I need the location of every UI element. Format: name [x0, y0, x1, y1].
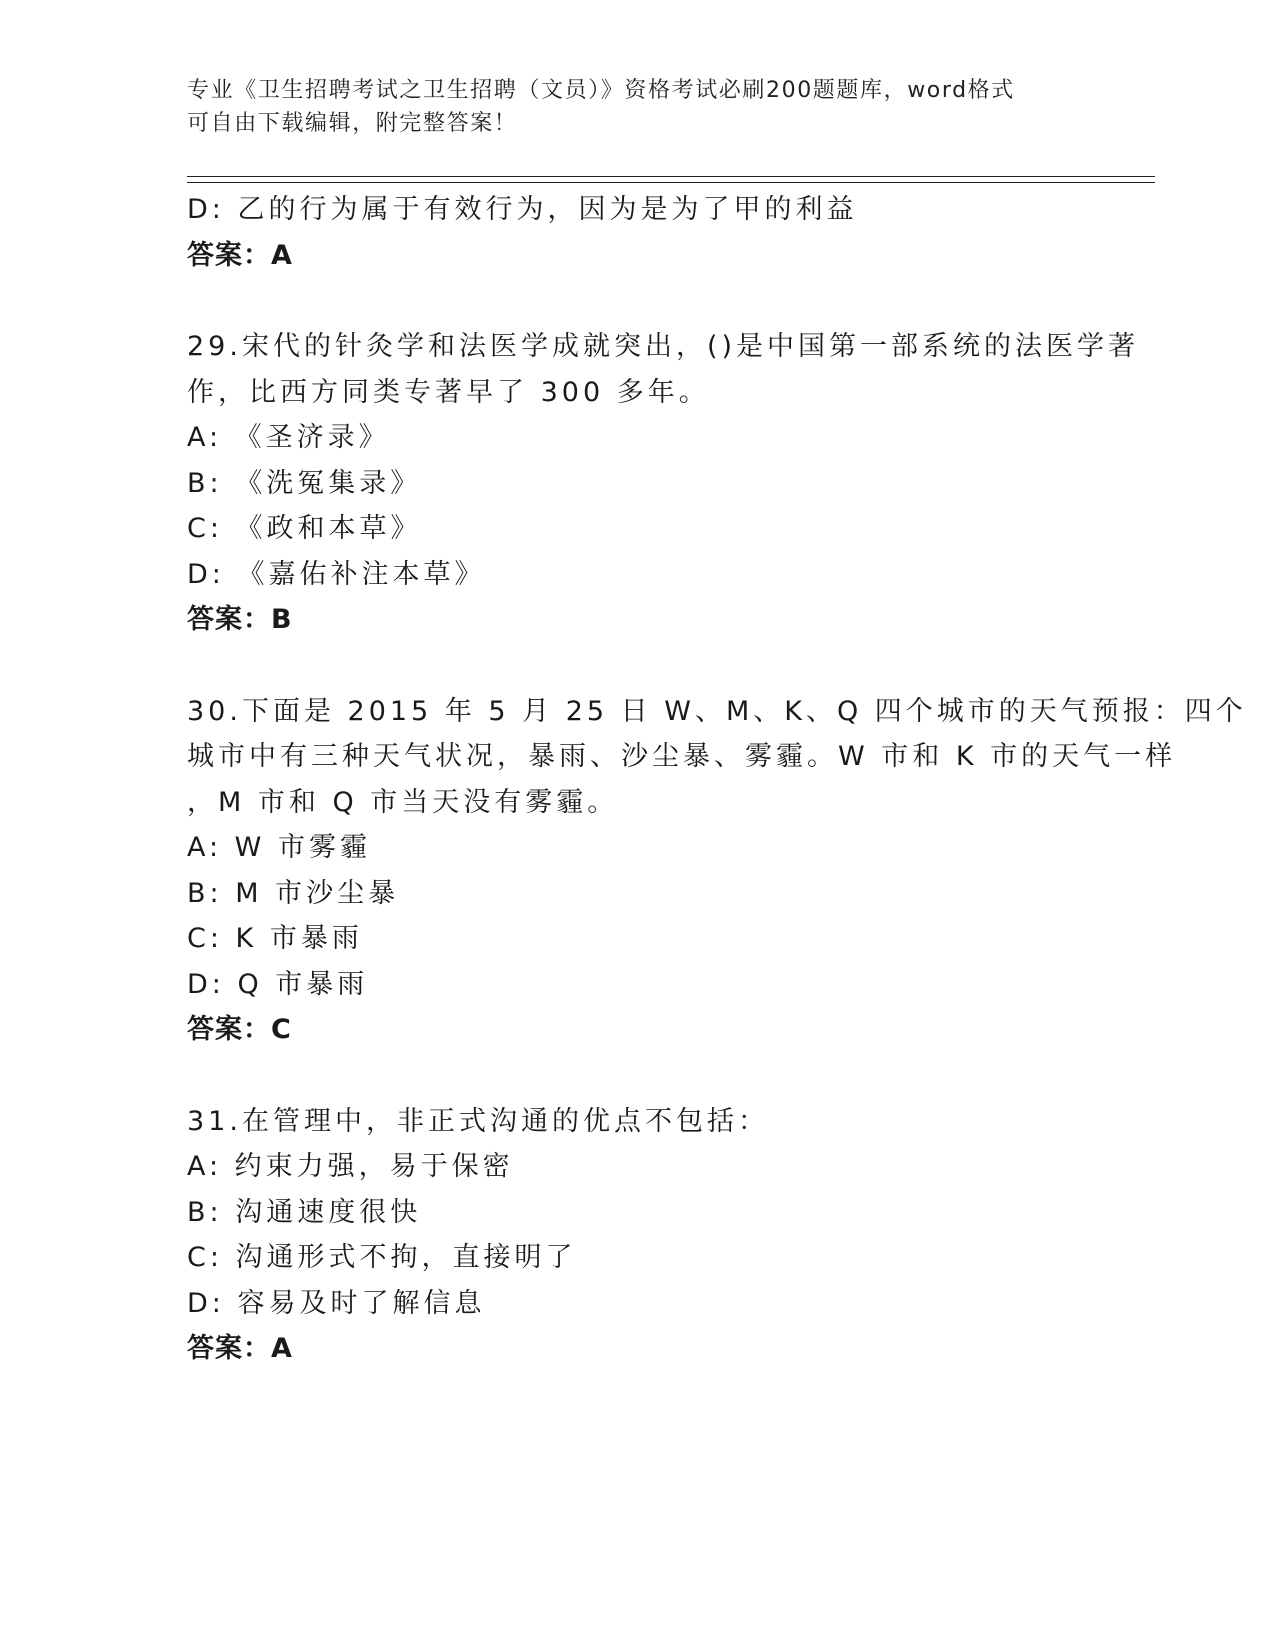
option-d: D: 《嘉佑补注本草》 [187, 558, 486, 590]
question-stem: 31.在管理中，非正式沟通的优点不包括： [187, 1105, 769, 1137]
question-stem: 城市中有三种天气状况，暴雨、沙尘暴、雾霾。W 市和 K 市的天气一样 [187, 741, 1177, 772]
option-a: A: 《圣济录》 [187, 422, 390, 453]
option-d: D: 乙的行为属于有效行为，因为是为了甲的利益 [187, 194, 858, 225]
option-c: C: 《政和本草》 [187, 513, 422, 544]
option-b: B: 《洗冤集录》 [187, 467, 422, 499]
header-line-2: 可自由下载编辑，附完整答案！ [187, 111, 518, 136]
header-line-1: 专业《卫生招聘考试之卫生招聘（文员）》资格考试必刷200题题库，word格式 [187, 78, 1015, 103]
question-item [187, 1099, 1087, 1372]
question-stem: 作，比西方同类专著早了 300 多年。 [187, 376, 710, 408]
option-b: B: 沟通速度很快 [187, 1196, 422, 1228]
question-spacer [187, 278, 1087, 324]
option-c: C: K 市暴雨 [187, 923, 363, 954]
question-stem: ，M 市和 Q 市当天没有雾霾。 [187, 786, 619, 818]
question-spacer [187, 643, 1087, 689]
answer-text: 答案：B [187, 604, 293, 635]
answer-text: 答案：C [187, 1014, 292, 1045]
document-header [187, 74, 1067, 140]
option-a: A: W 市雾霾 [187, 832, 371, 863]
option-d: D: Q 市暴雨 [187, 968, 369, 1000]
option-c: C: 沟通形式不拘，直接明了 [187, 1242, 577, 1273]
question-list [187, 187, 1247, 1372]
answer-text: 答案：A [187, 1333, 293, 1364]
option-a: A: 约束力强，易于保密 [187, 1151, 514, 1182]
answer-text: 答案：A [187, 239, 293, 271]
question-item [187, 689, 1247, 1053]
option-d: D: 容易及时了解信息 [187, 1287, 486, 1319]
question-item [187, 324, 1140, 643]
question-item [187, 187, 1087, 278]
question-stem: 30.下面是 2015 年 5 月 25 日 W、M、K、Q 四个城市的天气预报：四个 [187, 695, 1247, 727]
header-divider-top [187, 176, 1155, 177]
question-stem: 29.宋代的针灸学和法医学成就突出，()是中国第一部系统的法医学著 [187, 331, 1140, 362]
option-b: B: M 市沙尘暴 [187, 877, 400, 909]
question-spacer [187, 1053, 1087, 1099]
header-divider-bottom [187, 182, 1155, 183]
